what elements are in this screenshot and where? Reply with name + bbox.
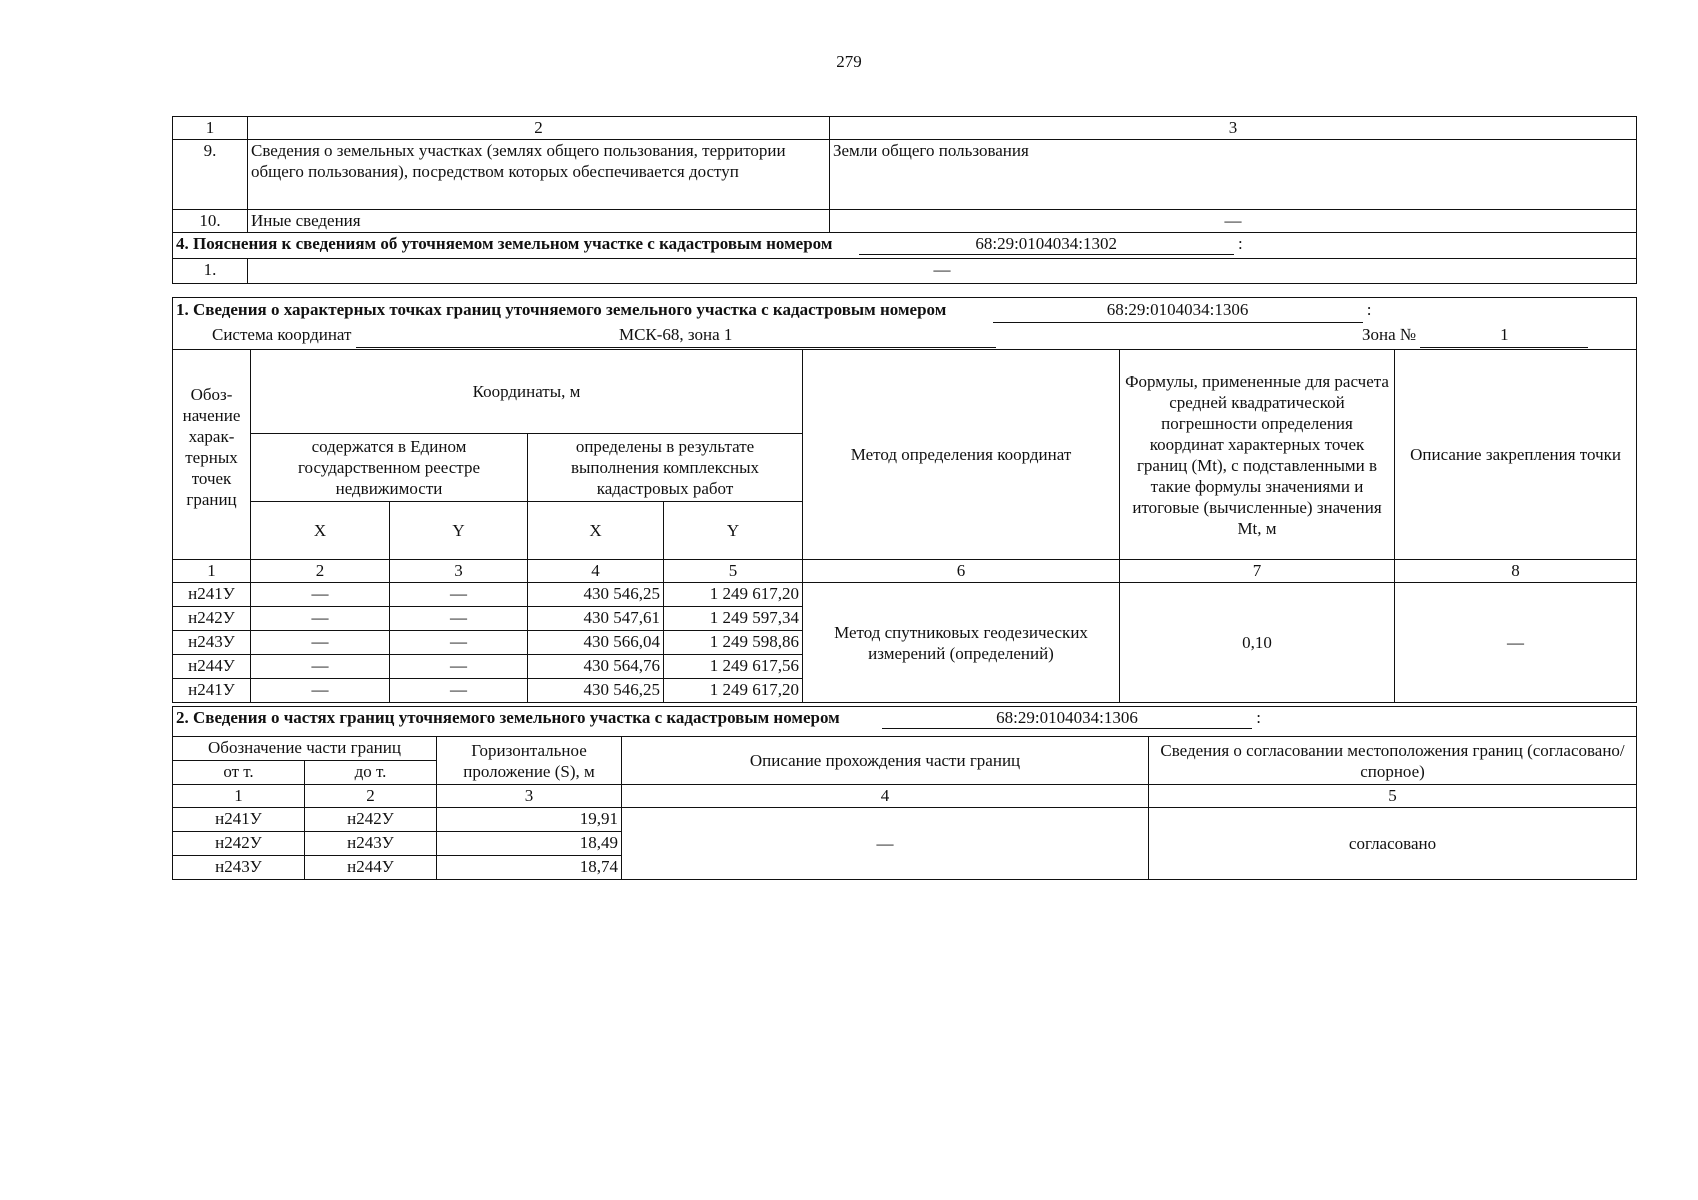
to-header: до т. [305, 761, 437, 785]
coord-system-value: МСК-68, зона 1 [356, 323, 996, 348]
mt-value: 0,10 [1120, 583, 1395, 703]
coord-system-label: Система координат [212, 325, 352, 344]
from-point: н241У [173, 808, 305, 832]
coordinates-header: Координаты, м [251, 350, 803, 434]
section1-title-row [173, 298, 1637, 350]
x-registry: — [251, 631, 390, 655]
col-number: 1 [173, 560, 251, 583]
row-value: — [830, 210, 1637, 233]
from-point: н243У [173, 856, 305, 880]
row-label: Иные сведения [248, 210, 830, 233]
part-designation-header: Обозначение части границ [173, 737, 437, 761]
section2-colon: : [1256, 708, 1261, 727]
description-header: Описание прохождения части границ [622, 737, 1149, 785]
col-number: 7 [1120, 560, 1395, 583]
col-header-2: 2 [248, 117, 830, 140]
col-header-1: 1 [173, 117, 248, 140]
section4-colon: : [1237, 234, 1243, 253]
row-label: Сведения о земельных участках (землях общего пользования, территории общего пользования), посредством которых обеспечивается доступ [248, 140, 830, 210]
section2-cadastral: 68:29:0104034:1306 [882, 707, 1252, 729]
row-number: 10. [173, 210, 248, 233]
to-point: н242У [305, 808, 437, 832]
agreement-value: согласовано [1149, 808, 1637, 880]
page-number: 279 [836, 52, 862, 71]
horizontal-value: 18,49 [437, 832, 622, 856]
from-point: н242У [173, 832, 305, 856]
fixing-header: Описание закрепления точки [1395, 350, 1637, 560]
method-header: Метод определения координат [803, 350, 1120, 560]
section4-row-number: 1. [173, 259, 248, 284]
col-number: 3 [390, 560, 528, 583]
y-registry-header: Y [390, 502, 528, 560]
fixing-value: — [1395, 583, 1637, 703]
x-registry: — [251, 679, 390, 703]
section4-cadastral: 68:29:0104034:1302 [859, 233, 1234, 255]
zone-value: 1 [1420, 323, 1588, 348]
x-registry: — [251, 655, 390, 679]
col-number: 3 [437, 785, 622, 808]
section4-title: 4. Пояснения к сведениям об уточняемом земельном участке с кадастровым номером [176, 234, 833, 253]
table-row [173, 808, 1637, 832]
horizontal-header: Горизонтальное проложение (S), м [437, 737, 622, 785]
y-determined-header: Y [664, 502, 803, 560]
row-number: 9. [173, 140, 248, 210]
col-number: 2 [305, 785, 437, 808]
section1-colon: : [1366, 300, 1372, 319]
y-registry: — [390, 631, 528, 655]
col-number: 5 [1149, 785, 1637, 808]
point-name: н241У [173, 679, 251, 703]
section1-title: 1. Сведения о характерных точках границ уточняемого земельного участка с кадастровым номером [176, 300, 947, 319]
boundary-parts-table [172, 706, 1637, 880]
section1-cadastral: 68:29:0104034:1306 [993, 298, 1363, 323]
x-value: 430 547,61 [528, 607, 664, 631]
x-registry-header: X [251, 502, 390, 560]
row-value: Земли общего пользования [830, 140, 1637, 210]
agreement-header: Сведения о согласовании местоположения границ (согласовано/спорное) [1149, 737, 1637, 785]
top-info-table [172, 116, 1637, 284]
point-name: н244У [173, 655, 251, 679]
point-name: н241У [173, 583, 251, 607]
x-value: 430 566,04 [528, 631, 664, 655]
x-value: 430 546,25 [528, 679, 664, 703]
col-number: 6 [803, 560, 1120, 583]
col-number: 5 [664, 560, 803, 583]
y-registry: — [390, 607, 528, 631]
horizontal-value: 18,74 [437, 856, 622, 880]
y-registry: — [390, 679, 528, 703]
x-registry: — [251, 583, 390, 607]
col-number: 4 [528, 560, 664, 583]
section2-title-row [173, 707, 1637, 737]
x-determined-header: X [528, 502, 664, 560]
x-value: 430 564,76 [528, 655, 664, 679]
determined-header: определены в результате выполнения комплексных кадастровых работ [528, 434, 803, 502]
col-number: 4 [622, 785, 1149, 808]
y-value: 1 249 617,20 [664, 679, 803, 703]
y-value: 1 249 598,86 [664, 631, 803, 655]
table-row [173, 583, 1637, 607]
horizontal-value: 19,91 [437, 808, 622, 832]
point-name: н243У [173, 631, 251, 655]
section2-title: 2. Сведения о частях границ уточняемого земельного участка с кадастровым номером [176, 708, 840, 727]
x-value: 430 546,25 [528, 583, 664, 607]
in-registry-header: содержатся в Едином государственном реестре недвижимости [251, 434, 528, 502]
from-header: от т. [173, 761, 305, 785]
col-header-3: 3 [830, 117, 1637, 140]
y-registry: — [390, 583, 528, 607]
y-value: 1 249 617,20 [664, 583, 803, 607]
x-registry: — [251, 607, 390, 631]
formulas-header: Формулы, примененные для расчета средней квадратической погрешности определения координат характерных точек границ (Mt), с подставленными в такие формулы значениями и итоговые (вычисленные) значения Mt, м [1120, 350, 1395, 560]
zone-label: Зона № [1361, 325, 1417, 344]
points-table [172, 297, 1637, 703]
col-number: 8 [1395, 560, 1637, 583]
to-point: н243У [305, 832, 437, 856]
col-number: 2 [251, 560, 390, 583]
y-value: 1 249 617,56 [664, 655, 803, 679]
description-value: — [622, 808, 1149, 880]
col-number: 1 [173, 785, 305, 808]
section4-row-value: — [248, 259, 1637, 284]
to-point: н244У [305, 856, 437, 880]
y-registry: — [390, 655, 528, 679]
method-value: Метод спутниковых геодезических измерений (определений) [803, 583, 1120, 703]
y-value: 1 249 597,34 [664, 607, 803, 631]
designation-header: Обоз-начение харак-терных точек границ [173, 350, 251, 560]
section4-title-row [173, 233, 1637, 259]
point-name: н242У [173, 607, 251, 631]
